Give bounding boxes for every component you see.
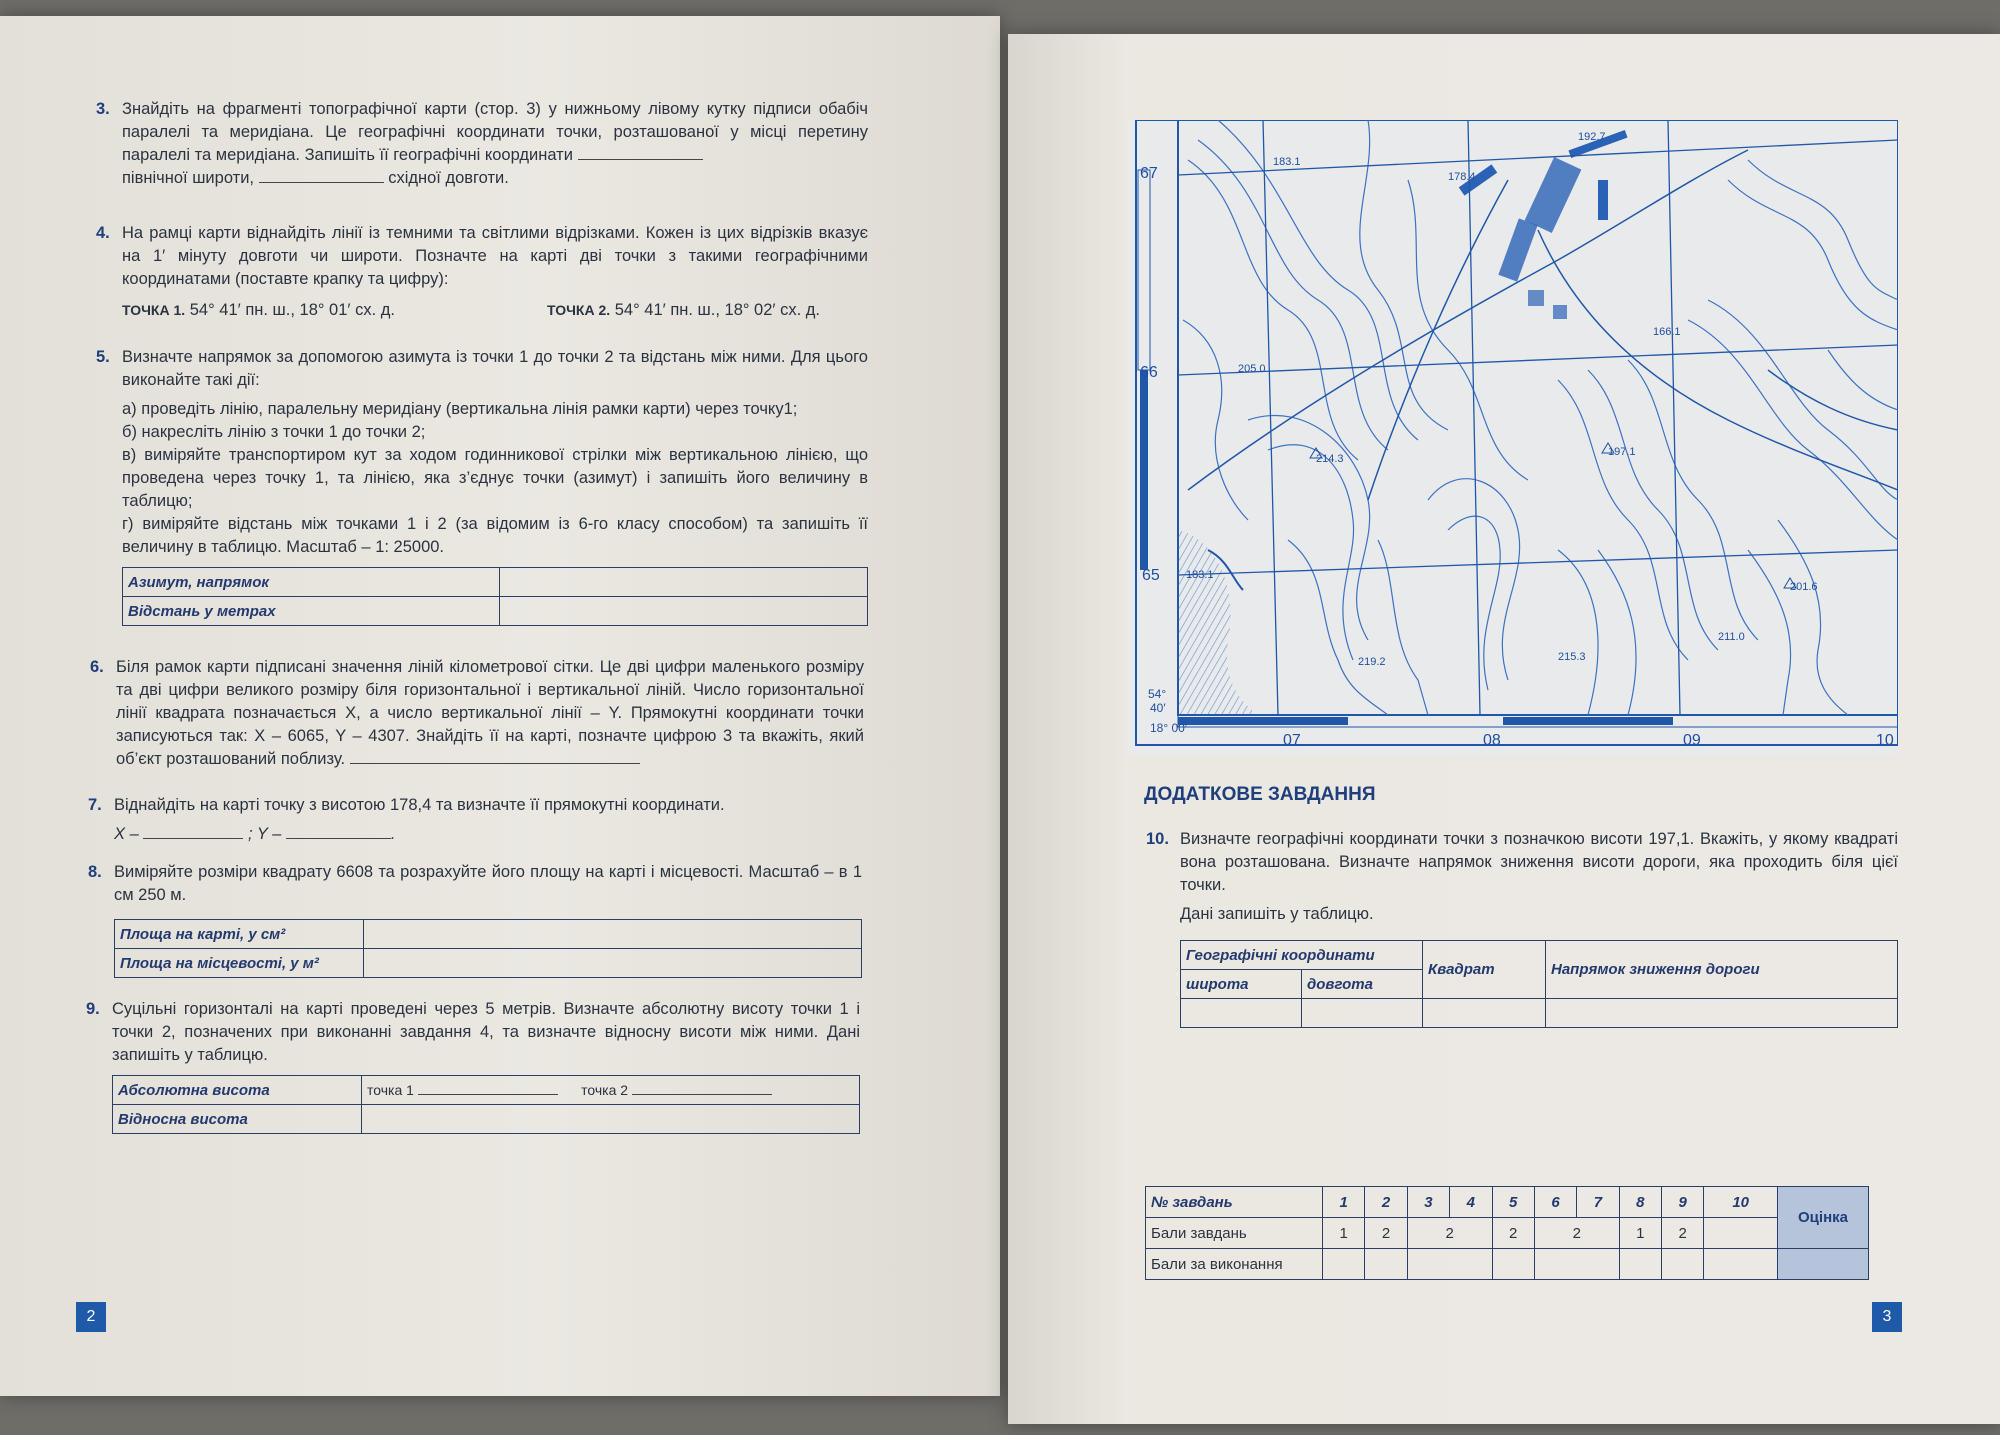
task-5-table xyxy=(122,567,868,626)
x-label: X – xyxy=(114,825,139,843)
table-label: Площа на місцевості, у м² xyxy=(115,949,364,978)
score-value: 2 xyxy=(1492,1218,1534,1249)
step-d: г) виміряйте відстань між точками 1 і 2 (за відомим із 6-го класу способом) та запишіть її величину в таблицю. Масштаб – 1: 25000. xyxy=(122,515,868,556)
step-b: б) накресліть лінію з точки 1 до точки 2; xyxy=(122,423,426,441)
elevation-label: 211.0 xyxy=(1718,631,1745,643)
table-label: Площа на карті, у см² xyxy=(115,920,364,949)
task-8 xyxy=(88,861,862,978)
score-answer-cell[interactable] xyxy=(1492,1249,1534,1280)
task-10 xyxy=(1146,828,1898,926)
table-header-geo: Географічні координати xyxy=(1181,941,1423,970)
score-col: 1 xyxy=(1323,1187,1365,1218)
corner-latitude-min: 40′ xyxy=(1150,701,1166,715)
point-2-coords: 54° 41′ пн. ш., 18° 02′ сх. д. xyxy=(614,301,820,319)
point-1-label: ТОЧКА 1. xyxy=(122,302,186,318)
score-value: 2 xyxy=(1407,1218,1492,1249)
task-5 xyxy=(96,346,868,626)
task-text: На рамці карти віднайдіть лінії із темними та світлими відрізками. Кожен із цих відрізків вказує на 1′ мінуту довготи чи широти. Позначте на карті дві точки з такими географічними координатами (поставте крапку та цифру): xyxy=(122,224,868,288)
elevation-label: 215.3 xyxy=(1558,651,1586,663)
grid-label-09: 09 xyxy=(1683,732,1701,749)
step-a: а) проведіть лінію, паралельну меридіану (вертикальна лінія рамки карти) через точку1; xyxy=(122,400,798,418)
score-value: 2 xyxy=(1662,1218,1704,1249)
answer-cell[interactable] xyxy=(362,1105,860,1134)
corner-longitude: 18° 00′ xyxy=(1150,721,1188,735)
score-col: 9 xyxy=(1662,1187,1704,1218)
task-3 xyxy=(96,98,868,190)
task-7 xyxy=(88,794,862,846)
task-number: 7. xyxy=(88,796,102,814)
answer-cell[interactable] xyxy=(500,568,868,597)
task-number: 10. xyxy=(1146,830,1169,848)
task-number: 4. xyxy=(96,224,110,242)
elevation-label: 205.0 xyxy=(1238,363,1266,375)
task-9-table xyxy=(112,1075,860,1134)
elevation-label: 192.7 xyxy=(1578,131,1606,143)
score-answer-cell[interactable] xyxy=(1323,1249,1365,1280)
task-text: Суцільні горизонталі на карті проведені через 5 метрів. Визначте абсолютну висоту точки 1 і точки 2, позначених при виконанні завдання 4, та визначте відносну висоти між ними. Дані запишіть у таблицю. xyxy=(112,1000,860,1064)
elevation-label: 201.6 xyxy=(1790,581,1818,593)
task-number: 5. xyxy=(96,348,110,366)
task-number: 9. xyxy=(86,1000,100,1018)
corner-latitude: 54° xyxy=(1148,687,1167,701)
grid-label-65: 65 xyxy=(1142,567,1160,584)
y-answer-blank[interactable] xyxy=(286,823,391,839)
period: . xyxy=(390,825,396,843)
point-1-coords: 54° 41′ пн. ш., 18° 01′ сх. д. xyxy=(189,301,395,319)
task-note: Дані запишіть у таблицю. xyxy=(1180,905,1374,923)
task-number: 3. xyxy=(96,100,110,118)
score-value xyxy=(1704,1218,1778,1249)
answer-cell[interactable] xyxy=(1423,999,1546,1028)
score-col: 10 xyxy=(1704,1187,1778,1218)
score-value: 2 xyxy=(1365,1218,1407,1249)
task-text: Біля рамок карти підписані значення ліній кілометрової сітки. Це дві цифри маленького розміру та дві цифри великого розміру біля горизонтальної і вертикальної ліній. Число горизонтальної лінії квадрата позначається X, а число вертикальної лінії – Y. Прямокутні координати точки записуються так: X – 6065, Y – 4307. Знайдіть її на карті, позначте цифрою 3 та вкажіть, який об’єкт розташований поблизу. xyxy=(116,658,864,768)
score-col: 3 xyxy=(1407,1187,1449,1218)
elevation-label: 183.1 xyxy=(1186,569,1214,581)
elevation-label: 214.3 xyxy=(1316,453,1344,465)
elevation-label: 166.1 xyxy=(1653,326,1681,338)
task-text: Знайдіть на фрагменті топографічної карти (стор. 3) у нижньому лівому кутку підписи обабіч паралелі та меридіана. Це географічні координати точки, розташованої у місці перетину паралелі та меридіана. Запишіть її географічні координати xyxy=(122,100,868,164)
score-col: 2 xyxy=(1365,1187,1407,1218)
answer-cell[interactable] xyxy=(364,920,862,949)
answer-blank[interactable] xyxy=(259,167,384,183)
task-text: Визначте напрямок за допомогою азимута із точки 1 до точки 2 та відстань між ними. Для цього виконайте такі дії: xyxy=(122,348,868,389)
task-number: 6. xyxy=(90,658,104,676)
table-header-lat: широта xyxy=(1181,970,1302,999)
score-col: 8 xyxy=(1619,1187,1661,1218)
task-8-table xyxy=(114,919,862,978)
elevation-label: 183.1 xyxy=(1273,156,1301,168)
score-col: 4 xyxy=(1450,1187,1492,1218)
grid-label-07: 07 xyxy=(1283,732,1301,749)
score-col: 5 xyxy=(1492,1187,1534,1218)
task-6 xyxy=(90,656,864,771)
answer-cell[interactable] xyxy=(1546,999,1898,1028)
answer-cell[interactable] xyxy=(1181,999,1302,1028)
grid-label-08: 08 xyxy=(1483,732,1501,749)
task-text: східної довготи. xyxy=(388,169,509,187)
table-label: Відстань у метрах xyxy=(123,597,500,626)
grid-label-67: 67 xyxy=(1140,165,1158,182)
answer-blank[interactable] xyxy=(350,748,640,764)
score-answer-cell[interactable] xyxy=(1704,1249,1778,1280)
score-answer-cell[interactable] xyxy=(1365,1249,1407,1280)
table-header-lon: довгота xyxy=(1302,970,1423,999)
table-header-direction: Напрямок зниження дороги xyxy=(1546,941,1898,999)
x-answer-blank[interactable] xyxy=(143,823,243,839)
score-col: 7 xyxy=(1577,1187,1619,1218)
grid-label-66: 66 xyxy=(1140,364,1158,381)
elevation-label: 197.1 xyxy=(1608,446,1636,458)
task-text: Визначте географічні координати точки з позначкою висоти 197,1. Вкажіть, у якому квадраті вона розташована. Визначте напрямок зниження висоти дороги, яка проходить біля цієї точки. xyxy=(1180,830,1898,894)
task-9 xyxy=(86,998,860,1134)
task-text: північної широти, xyxy=(122,169,254,187)
page-number: 3 xyxy=(1872,1302,1902,1332)
answer-cell[interactable] xyxy=(1302,999,1423,1028)
task-text: Віднайдіть на карті точку з висотою 178,4 та визначте її прямокутні координати. xyxy=(114,796,725,814)
score-value: 1 xyxy=(1619,1218,1661,1249)
grade-header: Оцінка xyxy=(1778,1187,1869,1249)
score-answer-cell[interactable] xyxy=(1662,1249,1704,1280)
answer-cell[interactable] xyxy=(500,597,868,626)
grade-cell[interactable] xyxy=(1778,1249,1869,1280)
table-label: Абсолютна висота xyxy=(113,1076,362,1105)
table-label: Відносна висота xyxy=(113,1105,362,1134)
left-page xyxy=(0,16,1000,1396)
task-text: Виміряйте розміри квадрату 6608 та розрахуйте його площу на карті і місцевості. Масштаб – в 1 см 250 м. xyxy=(114,863,862,904)
score-value: 2 xyxy=(1534,1218,1619,1249)
answer-blank[interactable] xyxy=(418,1079,558,1095)
answer-cell[interactable] xyxy=(364,949,862,978)
elevation-label: 219.2 xyxy=(1358,656,1386,668)
elevation-label: 178.4 xyxy=(1448,171,1476,183)
point-2-label: точка 2 xyxy=(581,1081,629,1098)
step-c: в) виміряйте транспортиром кут за ходом годинникової стрілки між вертикальною лінією, що проведена через точку 1, та лінією, яка з’єднує точки (азимут) і запишіть його величину в таблицю; xyxy=(122,446,868,510)
score-answer-cell[interactable] xyxy=(1534,1249,1619,1280)
page-number: 2 xyxy=(76,1302,106,1332)
score-row-label: Бали за виконання xyxy=(1146,1249,1323,1280)
task-10-table xyxy=(1180,940,1898,1028)
score-value: 1 xyxy=(1323,1218,1365,1249)
score-table xyxy=(1145,1186,1869,1280)
task-number: 8. xyxy=(88,863,102,881)
task-4 xyxy=(96,222,868,325)
answer-blank[interactable] xyxy=(632,1079,772,1095)
topographic-map xyxy=(1128,120,1898,755)
grid-label-10: 10 xyxy=(1876,732,1894,749)
point-2-label: ТОЧКА 2. xyxy=(547,302,611,318)
point-1-label: точка 1 xyxy=(367,1081,414,1098)
score-answer-cell[interactable] xyxy=(1619,1249,1661,1280)
answer-blank[interactable] xyxy=(578,144,703,160)
table-label: Азимут, напрямок xyxy=(123,568,500,597)
table-header-square: Квадрат xyxy=(1423,941,1546,999)
score-row-label: Бали завдань xyxy=(1146,1218,1323,1249)
extra-task-heading: ДОДАТКОВЕ ЗАВДАННЯ xyxy=(1144,784,1376,805)
points-line xyxy=(122,299,868,325)
score-col: 6 xyxy=(1534,1187,1576,1218)
score-header: № завдань xyxy=(1146,1187,1323,1218)
y-label: ; Y – xyxy=(247,825,282,843)
score-answer-cell[interactable] xyxy=(1407,1249,1492,1280)
